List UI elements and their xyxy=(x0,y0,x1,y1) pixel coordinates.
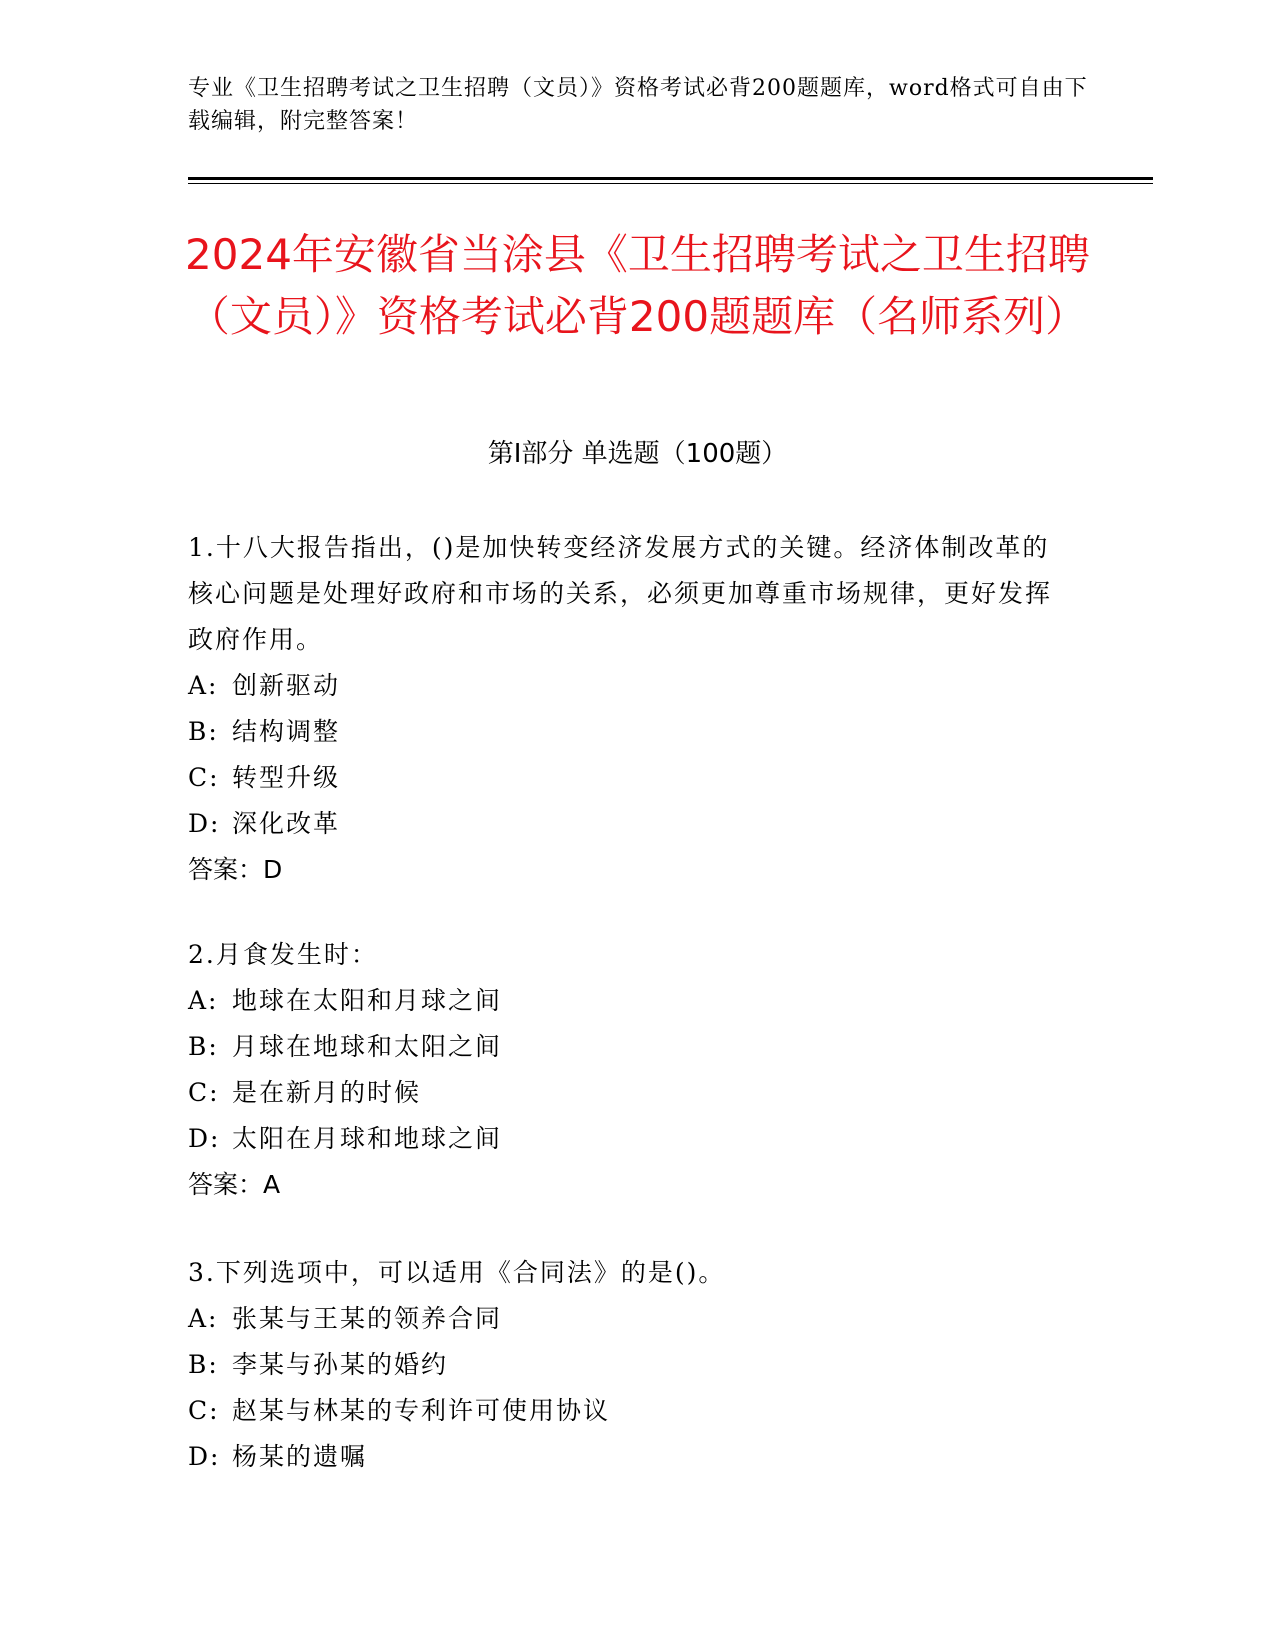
option-d xyxy=(188,1116,1068,1162)
option-key: C: xyxy=(188,1078,220,1107)
option-key: A: xyxy=(188,986,219,1015)
option-key: D: xyxy=(188,809,221,838)
section-heading: 第I部分 单选题（100题） xyxy=(487,439,788,469)
answer-line: 答案：A xyxy=(188,1170,281,1199)
option-c xyxy=(188,1070,1068,1116)
option-key: A: xyxy=(188,1304,219,1333)
option-a xyxy=(188,1296,1068,1342)
option-key: D: xyxy=(188,1442,221,1471)
option-text: 深化改革 xyxy=(232,809,341,838)
option-text: 月球在地球和太阳之间 xyxy=(232,1032,503,1061)
option-text: 是在新月的时候 xyxy=(232,1078,422,1107)
question-stem: 1.十八大报告指出，()是加快转变经济发展方式的关键。经济体制改革的核心问题是处理好政府和市场的关系，必须更加尊重市场规律，更好发挥政府作用。 xyxy=(188,533,1053,654)
option-a xyxy=(188,978,1068,1024)
option-key: D: xyxy=(188,1124,221,1153)
option-b xyxy=(188,709,1068,755)
option-text: 创新驱动 xyxy=(232,671,341,700)
option-c xyxy=(188,1388,1068,1434)
header-note: 专业《卫生招聘考试之卫生招聘（文员）》资格考试必背200题题库，word格式可自由下载编辑，附完整答案！ xyxy=(188,76,1088,134)
option-key: C: xyxy=(188,1396,220,1425)
document-title: 2024年安徽省当涂县《卫生招聘考试之卫生招聘（文员）》资格考试必背200题题库（名师系列） xyxy=(185,230,1090,341)
question-2 xyxy=(188,932,1068,1208)
header-divider-thin xyxy=(188,183,1153,184)
option-text: 杨某的遗嘱 xyxy=(232,1442,368,1471)
option-text: 结构调整 xyxy=(232,717,341,746)
option-key: B: xyxy=(188,717,219,746)
option-text: 赵某与林某的专利许可使用协议 xyxy=(232,1396,611,1425)
option-text: 张某与王某的领养合同 xyxy=(232,1304,503,1333)
option-c xyxy=(188,755,1068,801)
option-key: A: xyxy=(188,671,219,700)
option-b xyxy=(188,1024,1068,1070)
header-divider-thick xyxy=(188,177,1153,180)
option-key: C: xyxy=(188,763,220,792)
option-b xyxy=(188,1342,1068,1388)
option-text: 转型升级 xyxy=(232,763,341,792)
answer-line: 答案：D xyxy=(188,855,283,884)
option-text: 地球在太阳和月球之间 xyxy=(232,986,503,1015)
option-text: 李某与孙某的婚约 xyxy=(232,1350,449,1379)
question-stem: 2.月食发生时： xyxy=(188,940,378,969)
question-1 xyxy=(188,525,1068,893)
option-text: 太阳在月球和地球之间 xyxy=(232,1124,503,1153)
option-a xyxy=(188,663,1068,709)
question-3 xyxy=(188,1250,1068,1480)
option-key: B: xyxy=(188,1032,219,1061)
option-d xyxy=(188,801,1068,847)
option-d xyxy=(188,1434,1068,1480)
option-key: B: xyxy=(188,1350,219,1379)
question-stem: 3.下列选项中，可以适用《合同法》的是()。 xyxy=(188,1258,726,1287)
